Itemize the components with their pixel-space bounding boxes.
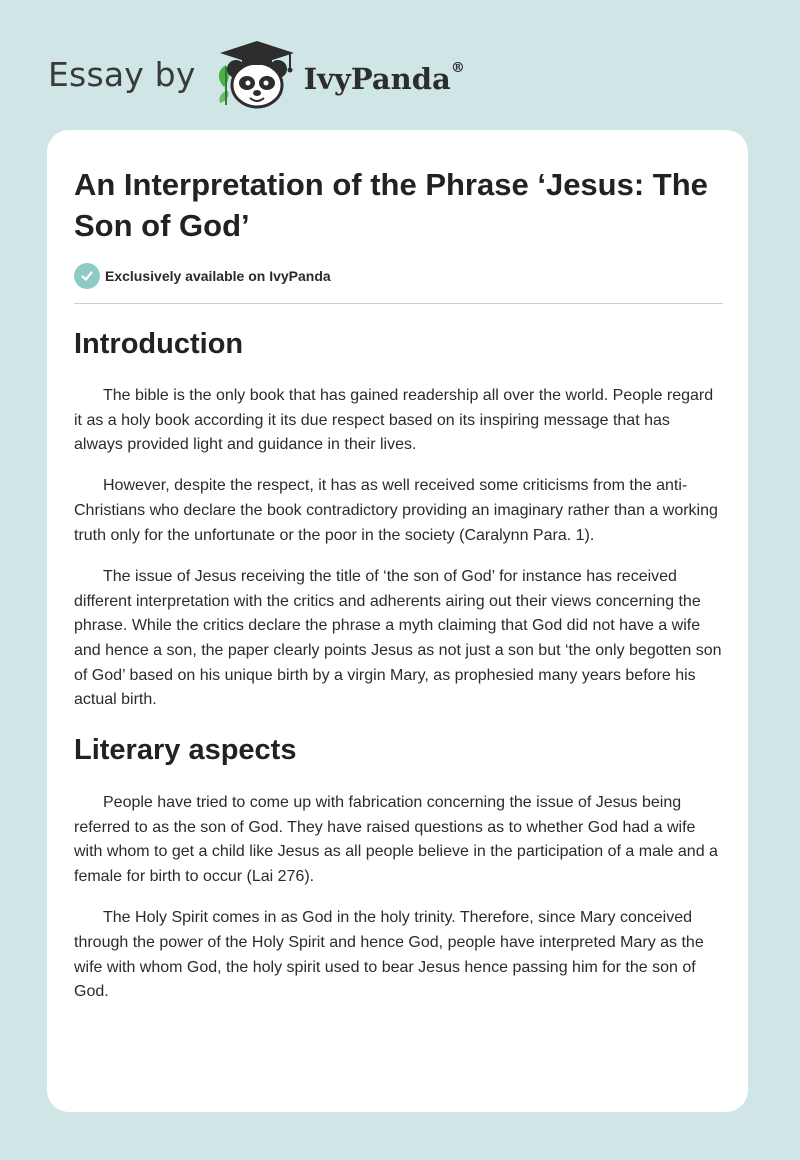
section-heading-introduction: Introduction <box>74 328 244 360</box>
panda-logo-icon[interactable] <box>210 35 302 113</box>
essay-card <box>47 130 748 1112</box>
article-body <box>74 322 723 1005</box>
page-title: An Interpretation of the Phrase ‘Jesus: The Son of God’ <box>74 167 708 243</box>
brand-name[interactable] <box>304 62 465 96</box>
checkmark-icon <box>74 263 100 289</box>
paragraph: People have tried to come up with fabrication concerning the issue of Jesus being referred to as the son of God. They have raised questions as to whether God had a wife with whom to get a child like Jesus as all people believe in the participation of a male and a female for birth to occur (Lai 276). <box>74 794 718 886</box>
paragraph: However, despite the respect, it has as well received some criticisms from the anti-Christians who declare the book contradictory providing an imaginary rather than a working truth only for the unfortunate or the poor in the society (Caralynn Para. 1). <box>74 477 718 544</box>
registered-mark: ® <box>450 60 465 76</box>
brand-label: IvyPanda <box>303 62 451 96</box>
paragraph: The bible is the only book that has gained readership all over the world. People regard it as a holy book according it its due respect based on its inspiring message that has always provided light and guidance in their lives. <box>74 387 714 454</box>
section-heading-literary-aspects: Literary aspects <box>74 734 297 767</box>
exclusive-label: Exclusively available on IvyPanda <box>105 268 331 284</box>
essay-by-label: Essay by <box>48 54 196 94</box>
exclusive-badge <box>74 263 331 289</box>
site-header <box>48 34 465 114</box>
divider <box>74 303 723 304</box>
paragraph: The issue of Jesus receiving the title of ‘the son of God’ for instance has received different interpretation with the critics and adherents airing out their views concerning the phrase. While the critics declare the phrase a myth claiming that God did not have a wife and hence a son, the paper clearly points Jesus as not just a son but ‘the only begotten son of God’ based on his unique birth by a virgin Mary, as prophesied many years before his actual birth. <box>74 567 722 709</box>
paragraph: The Holy Spirit comes in as God in the holy trinity. Therefore, since Mary conceived through the power of the Holy Spirit and hence God, people have interpreted Mary as the wife with whom God, the holy spirit used to bear Jesus hence passing him for the son of God. <box>74 909 704 1001</box>
